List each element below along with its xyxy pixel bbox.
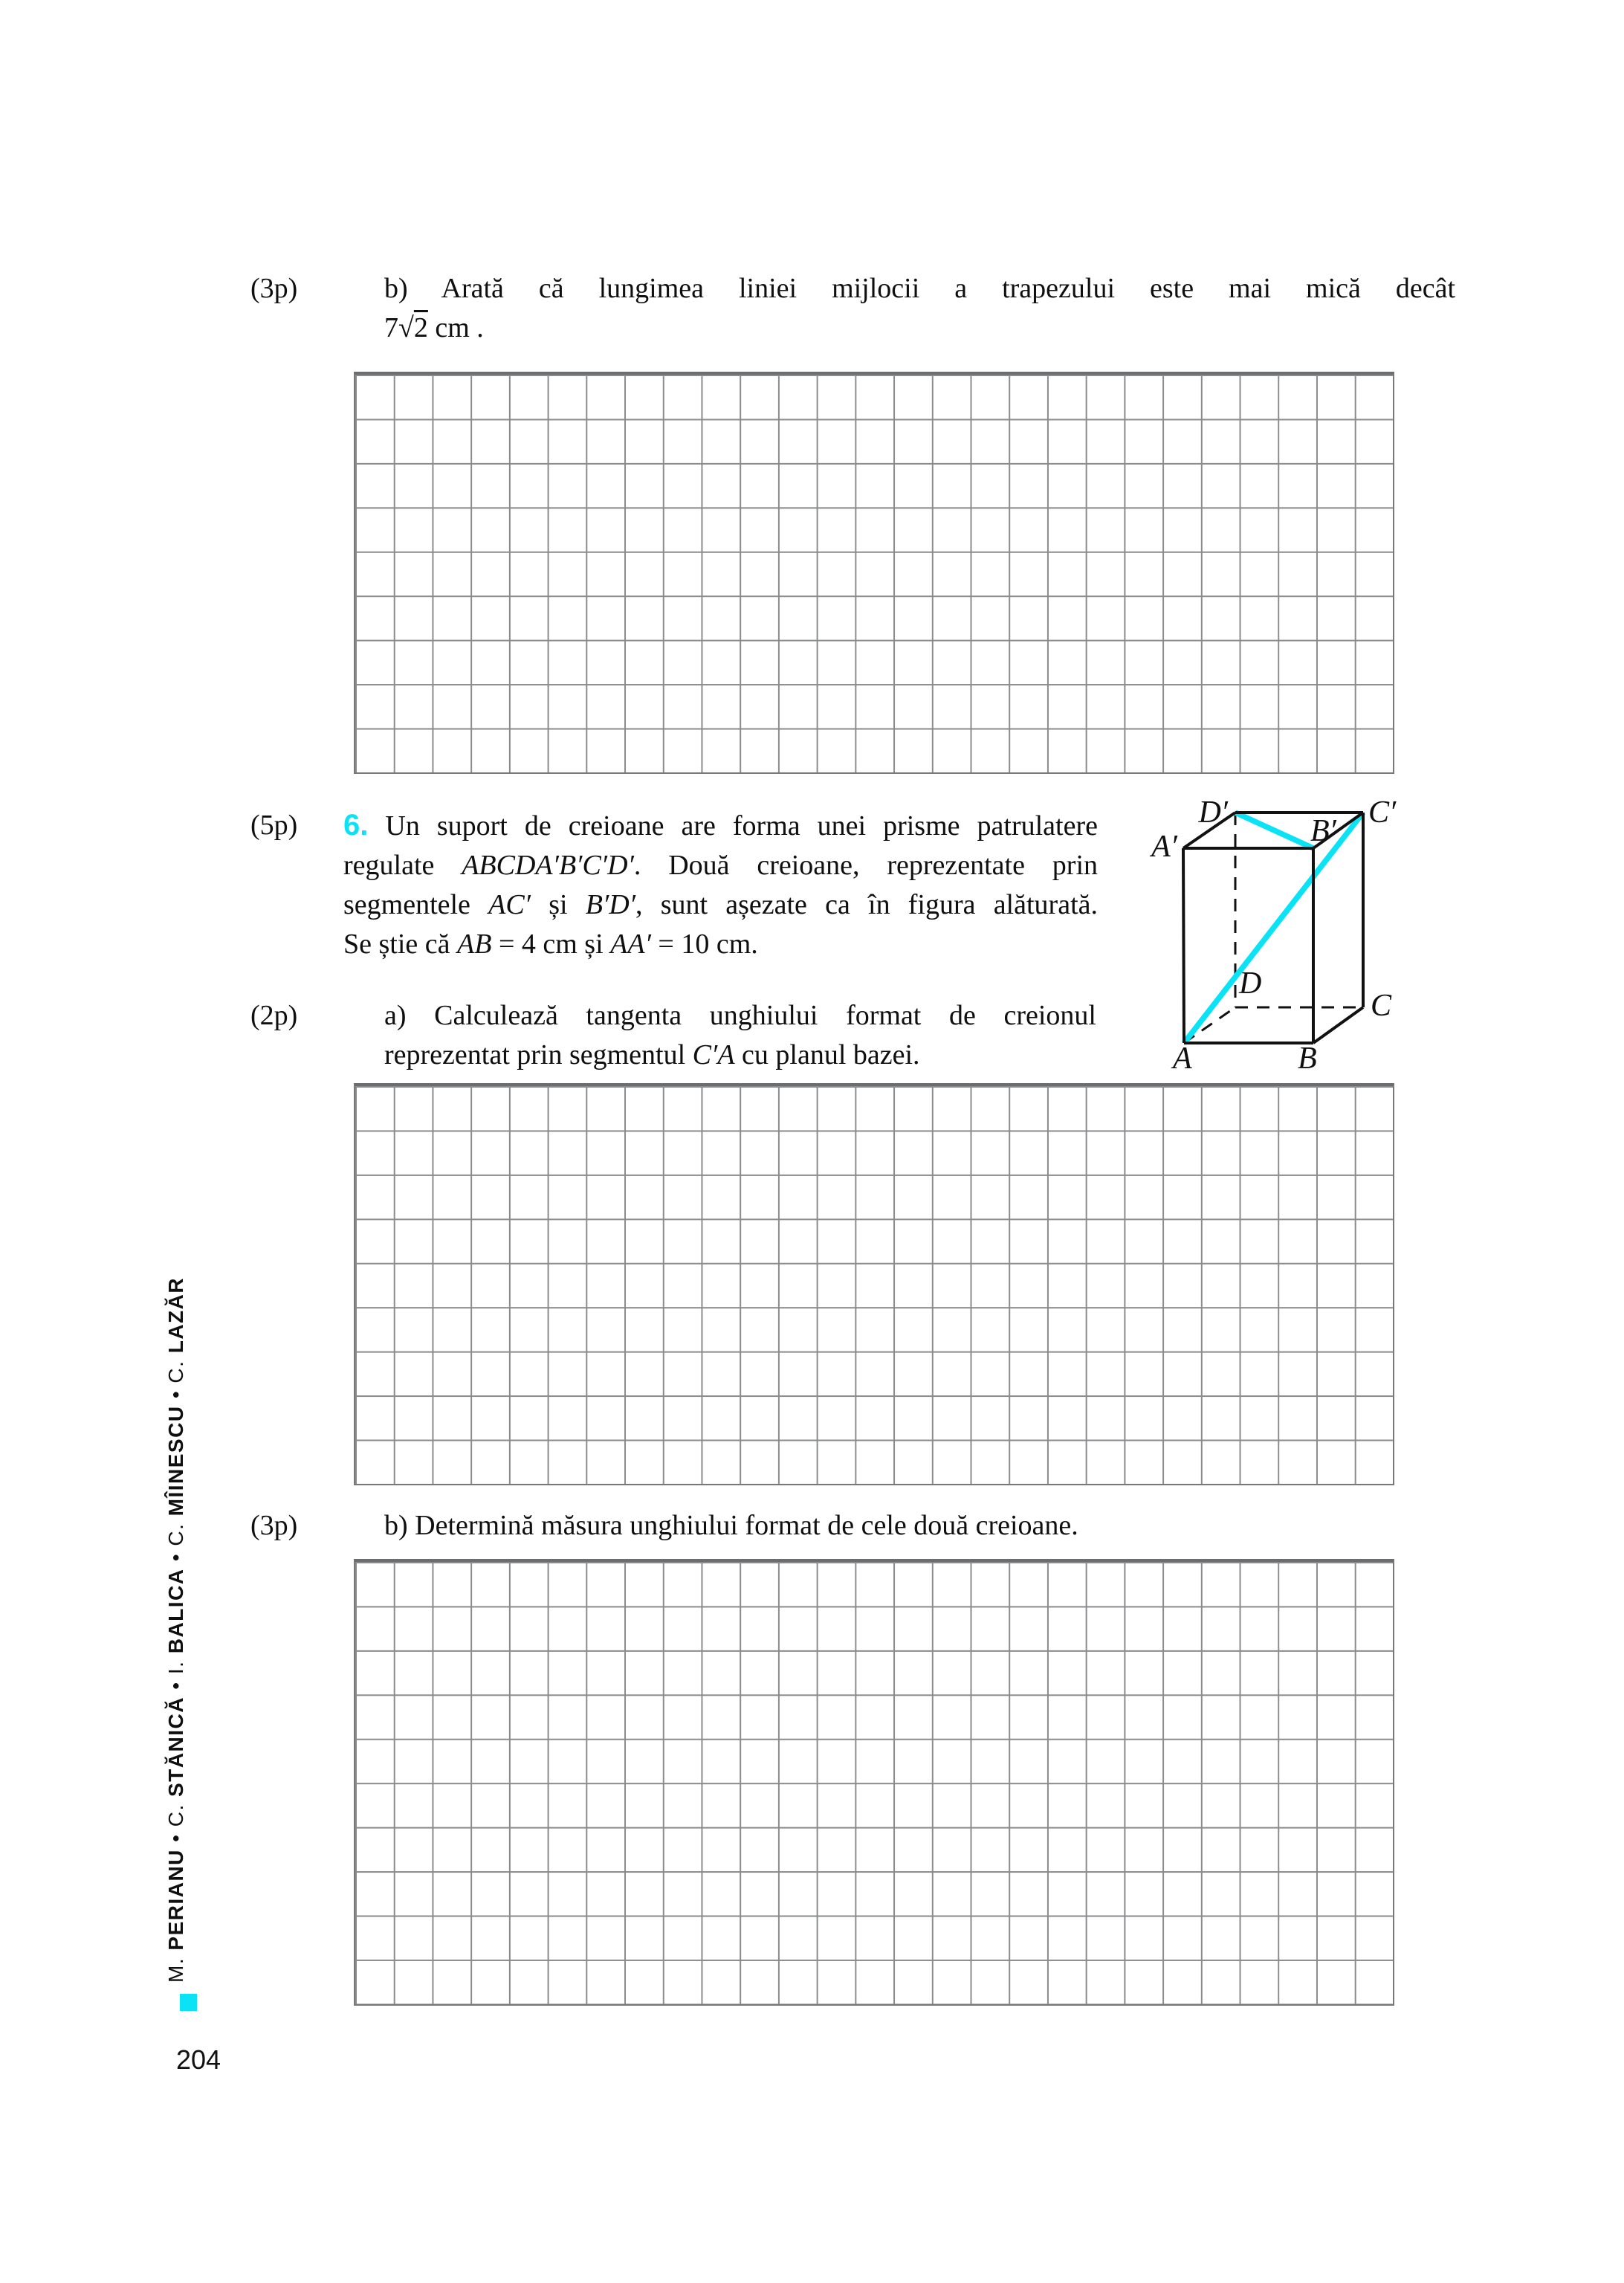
problem-5b-line-1: b) Arată că lungimea liniei mijlocii a trapezului este mai mică decât xyxy=(384,273,1455,304)
problem-6-line-1: 6. Un suport de creioane are forma unei prisme patrulatere xyxy=(343,809,1098,842)
vertex-label-Bprime: B′ xyxy=(1310,814,1336,848)
points-label-6b: (3p) xyxy=(250,1510,298,1541)
accent-square xyxy=(180,1994,197,2011)
problem-5b-line-2: 7√2 cm . xyxy=(384,312,484,343)
answer-grid-1 xyxy=(354,372,1394,774)
points-label-6a: (2p) xyxy=(250,1000,298,1031)
problem-5b-text xyxy=(384,269,1455,348)
prism-edge-AAprime xyxy=(1183,848,1184,1043)
vertex-label-Cprime: C′ xyxy=(1368,795,1397,830)
problem-6a-text xyxy=(384,996,1096,1075)
pencil-segment-DprimeBprime xyxy=(1235,813,1313,848)
problem-6b-text xyxy=(384,1506,1457,1546)
vertex-label-B: B xyxy=(1298,1042,1317,1076)
points-label-6: (5p) xyxy=(250,810,298,841)
vertex-label-Dprime: D′ xyxy=(1198,795,1228,830)
prism-edge-BC xyxy=(1313,1007,1363,1043)
problem-6-text xyxy=(343,806,1098,964)
vertex-label-C: C xyxy=(1371,989,1392,1023)
vertex-label-Aprime: A′ xyxy=(1151,830,1177,864)
sidebar-authors: M. PERIANU • C. STĂNICĂ • I. BALICA • C. MÎINESCU • C. LAZĂR xyxy=(164,1276,187,1983)
page-number: 204 xyxy=(176,2044,221,2075)
problem-6b-line-1: b) Determină măsura unghiului format de cele două creioane. xyxy=(384,1510,1078,1541)
points-label-5b: (3p) xyxy=(250,273,298,304)
answer-grid-2 xyxy=(354,1083,1394,1485)
vertex-label-D: D xyxy=(1239,966,1262,1001)
prism-figure xyxy=(1137,773,1420,1100)
problem-6-line-2: regulate ABCDA′B′C′D′. Două creioane, reprezentate prin xyxy=(343,850,1098,881)
problem-6-line-4: Se știe că AB = 4 cm și AA′ = 10 cm. xyxy=(343,929,758,960)
problem-6a-line-2: reprezentat prin segmentul C′A cu planul bazei. xyxy=(384,1039,920,1071)
answer-grid-3 xyxy=(354,1559,1394,2006)
problem-6a-line-1: a) Calculează tangenta unghiului format de creionul xyxy=(384,1000,1096,1031)
vertex-label-A: A xyxy=(1173,1042,1192,1076)
problem-6-line-3: segmentele AC′ și B′D′, sunt așezate ca în figura alăturată. xyxy=(343,889,1098,920)
